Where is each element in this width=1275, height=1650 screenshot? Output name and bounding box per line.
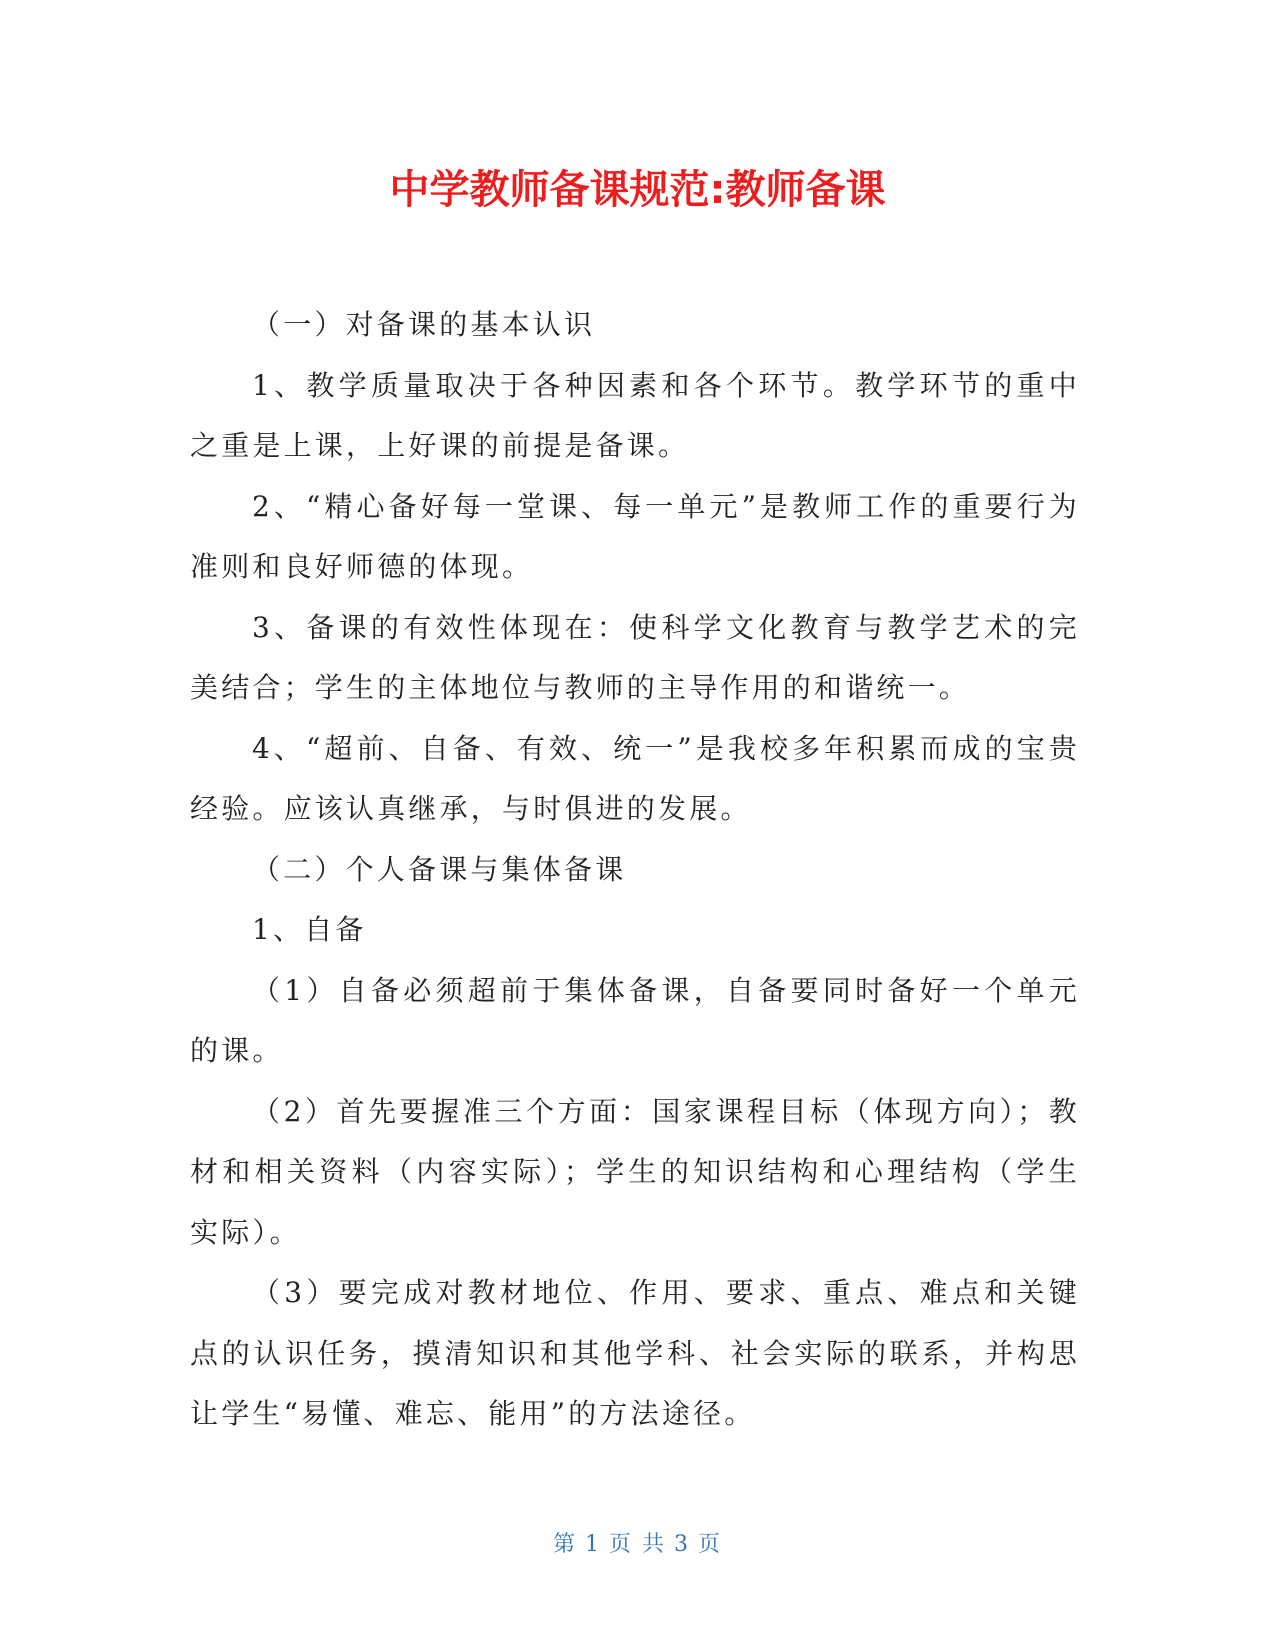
body-paragraph: 2、“精心备好每一堂课、每一单元”是教师工作的重要行为准则和良好师德的体现。 xyxy=(190,489,1080,583)
section-heading: （一）对备课的基本认识 xyxy=(252,308,596,341)
subsection-heading: 1、自备 xyxy=(252,913,367,946)
body-paragraph: （1）自备必须超前于集体备课，自备要同时备好一个单元的课。 xyxy=(190,973,1080,1067)
page-footer xyxy=(0,1530,1275,1560)
footer-prefix: 第 xyxy=(552,1532,577,1557)
footer-current-page: 1 xyxy=(585,1532,601,1557)
body-paragraph: （3）要完成对教材地位、作用、要求、重点、难点和关键点的认识任务，摸清知识和其他学科、社会实际的联系，并构思让学生“易懂、难忘、能用”的方法途径。 xyxy=(190,1276,1080,1430)
section-heading: （二）个人备课与集体备课 xyxy=(252,852,627,886)
body-paragraph: （2）首先要握准三个方面：国家课程目标（体现方向）；教材和相关资料（内容实际）；学生的知识结构和心理结构（学生实际）。 xyxy=(190,1094,1080,1249)
document-body xyxy=(190,295,1080,1445)
footer-middle: 页 共 xyxy=(609,1532,666,1557)
body-paragraph: 4、“超前、自备、有效、统一”是我校多年积累而成的宝贵经验。应该认真继承，与时俱进的发展。 xyxy=(190,731,1080,825)
footer-total-pages: 3 xyxy=(674,1532,690,1557)
document-title: 中学教师备课规范:教师备课 xyxy=(389,167,886,213)
footer-suffix: 页 xyxy=(698,1532,723,1557)
body-paragraph: 1、教学质量取决于各种因素和各个环节。教学环节的重中之重是上课，上好课的前提是备课。 xyxy=(190,368,1080,462)
body-paragraph: 3、备课的有效性体现在：使科学文化教育与教学艺术的完美结合；学生的主体地位与教师的主导作用的和谐统一。 xyxy=(190,610,1080,704)
